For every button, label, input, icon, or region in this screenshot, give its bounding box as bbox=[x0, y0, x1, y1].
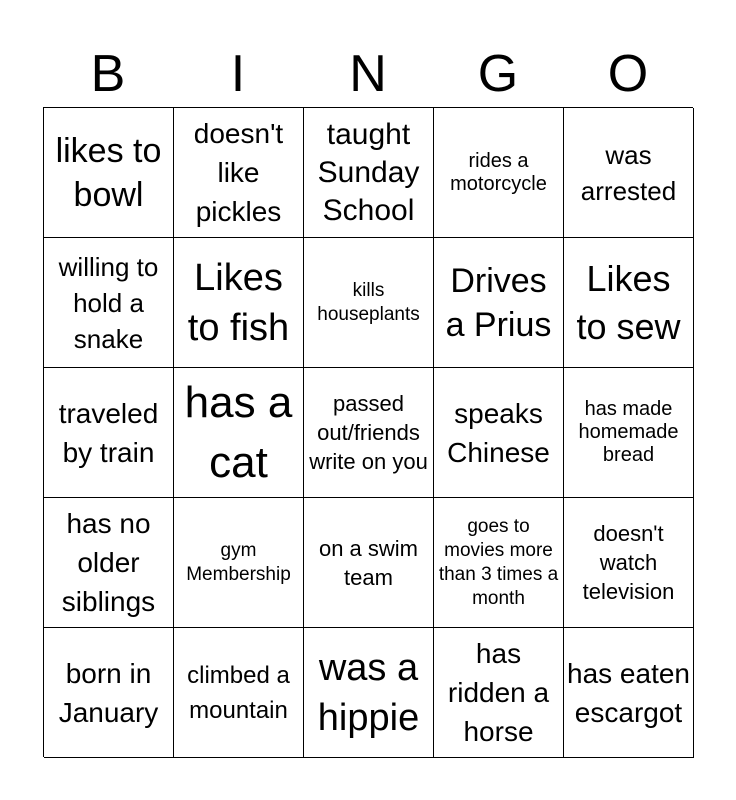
bingo-cell-label: gym Membership bbox=[186, 539, 291, 585]
bingo-cell-label: was a hippie bbox=[317, 646, 420, 739]
bingo-cell-label: likes to bowl bbox=[55, 131, 162, 214]
bingo-cell-label: kills houseplants bbox=[317, 279, 420, 325]
bingo-cell-label: has no older siblings bbox=[61, 508, 156, 617]
bingo-cell-label: doesn't like pickles bbox=[193, 118, 284, 227]
bingo-cell-r2c4[interactable] bbox=[434, 238, 564, 368]
bingo-cell-label: speaks Chinese bbox=[447, 397, 550, 468]
bingo-cell-r5c3[interactable] bbox=[304, 628, 434, 758]
bingo-cell-r3c4[interactable] bbox=[434, 368, 564, 498]
header-letter-b: B bbox=[90, 45, 126, 103]
bingo-cell-r5c1[interactable] bbox=[44, 628, 174, 758]
bingo-cell-label: goes to movies more than 3 times a month bbox=[438, 515, 559, 609]
bingo-cell-label: passed out/friends write on you bbox=[309, 391, 428, 474]
header-letter-i: I bbox=[230, 45, 246, 103]
bingo-cell-label: has ridden a horse bbox=[447, 638, 550, 747]
bingo-cell-label: was arrested bbox=[580, 139, 677, 206]
bingo-cell-r4c4[interactable] bbox=[434, 498, 564, 628]
bingo-cell-label: Likes to sew bbox=[576, 257, 681, 347]
bingo-cell-r1c1[interactable] bbox=[44, 108, 174, 238]
bingo-cell-label: born in January bbox=[58, 657, 159, 728]
bingo-header bbox=[43, 42, 693, 106]
bingo-cell-r2c1[interactable] bbox=[44, 238, 174, 368]
header-letter-g: G bbox=[477, 45, 519, 103]
bingo-cell-label: climbed a mountain bbox=[187, 661, 290, 724]
bingo-cell-label: rides a motorcycle bbox=[450, 149, 547, 195]
bingo-cell-label: on a swim team bbox=[318, 535, 419, 590]
bingo-cell-label: taught Sunday School bbox=[317, 117, 420, 227]
bingo-cell-label: has made homemade bread bbox=[578, 398, 679, 466]
bingo-cell-r2c5[interactable] bbox=[564, 238, 694, 368]
bingo-cell-r3c5[interactable] bbox=[564, 368, 694, 498]
bingo-cell-r5c2[interactable] bbox=[174, 628, 304, 758]
bingo-cell-label: has eaten escargot bbox=[567, 657, 690, 728]
bingo-cell-r1c3[interactable] bbox=[304, 108, 434, 238]
bingo-cell-r1c4[interactable] bbox=[434, 108, 564, 238]
bingo-cell-label: has a cat bbox=[184, 377, 293, 487]
bingo-cell-r1c5[interactable] bbox=[564, 108, 694, 238]
bingo-cell-r3c2[interactable] bbox=[174, 368, 304, 498]
bingo-cell-r4c3[interactable] bbox=[304, 498, 434, 628]
bingo-cell-label: Likes to fish bbox=[187, 256, 290, 349]
bingo-cell-label: doesn't watch television bbox=[582, 521, 675, 604]
header-letter-n: N bbox=[349, 45, 387, 103]
bingo-cell-label: willing to hold a snake bbox=[58, 251, 159, 354]
bingo-cell-r4c1[interactable] bbox=[44, 498, 174, 628]
bingo-board bbox=[43, 107, 693, 757]
bingo-cell-label: Drives a Prius bbox=[445, 261, 552, 344]
bingo-cell-r5c5[interactable] bbox=[564, 628, 694, 758]
bingo-cell-r3c1[interactable] bbox=[44, 368, 174, 498]
bingo-cell-r4c2[interactable] bbox=[174, 498, 304, 628]
bingo-cell-r3c3[interactable] bbox=[304, 368, 434, 498]
bingo-cell-r1c2[interactable] bbox=[174, 108, 304, 238]
header-letter-o: O bbox=[607, 45, 649, 103]
bingo-cell-r2c3[interactable] bbox=[304, 238, 434, 368]
bingo-cell-r5c4[interactable] bbox=[434, 628, 564, 758]
bingo-cell-r2c2[interactable] bbox=[174, 238, 304, 368]
bingo-cell-r4c5[interactable] bbox=[564, 498, 694, 628]
bingo-cell-label: traveled by train bbox=[58, 397, 159, 468]
